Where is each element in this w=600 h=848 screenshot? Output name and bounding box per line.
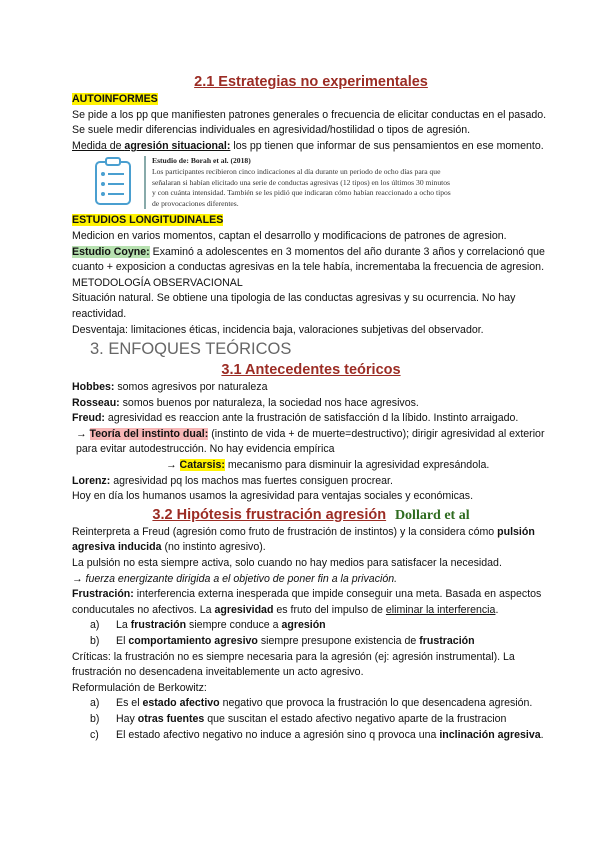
lorenz-line: Lorenz: agresividad pq los machos mas fuertes consiguen procrear. bbox=[72, 474, 393, 487]
list-item: c) El estado afectivo negativo no induce a agresión sino q provoca una inclinación agresiva. bbox=[90, 728, 544, 741]
dual-instinct-line: → Teoría del instinto dual: (instinto de vida + de muerte=destructivo); dirigir agresividad al exterior para evitar autodestrucción. No hay evidencia empírica bbox=[76, 427, 545, 456]
hobbes-line: Hobbes: somos agresivos por naturaleza bbox=[72, 381, 268, 394]
section-3-2-heading: 3.2 Hipótesis frustración agresión Dollard et al bbox=[152, 506, 470, 523]
berkowitz-list bbox=[72, 696, 550, 743]
freud-line: Freud: agresividad es reaccion ante la frustración de satisfacción d la líbido. Instinto arraigado. bbox=[72, 412, 519, 425]
section-3-heading: 3. ENFOQUES TEÓRICOS bbox=[90, 340, 292, 359]
berkowitz-line: Reformulación de Berkowitz: bbox=[72, 681, 207, 694]
study-description: Estudio de: Borah et al. (2018) Los participantes recibieron cinco indicaciones al día durante un periodo de ocho días para que señalaran si habían elicitado una serie de conductas agresivas (12 tipos) en los últimos 30 minutos y con cuánta intensidad. También se les pidió que indicaran cómo habían reaccionado a ocho tipos de provocaciones diferentes. bbox=[144, 156, 452, 209]
rosseau-line: Rosseau: somos buenos por naturaleza, la sociedad nos hace agresivos. bbox=[72, 396, 419, 409]
study-borah-figure bbox=[92, 156, 550, 209]
clipboard-checklist-icon bbox=[92, 156, 136, 208]
list-item: b) Hay otras fuentes que suscitan el estado afectivo negativo aparte de la frustracion bbox=[90, 712, 507, 725]
hoy-line: Hoy en día los humanos usamos la agresividad para ventajas sociales y económicas. bbox=[72, 490, 474, 503]
observacional-label: METODOLOGÍA OBSERVACIONAL bbox=[72, 276, 243, 289]
reinterpreta-paragraph: Reinterpreta a Freud (agresión como fruto de frustración de instintos) y la considera cómo pulsión agresiva inducida (no instinto agresivo). bbox=[72, 525, 535, 554]
fuerza-line: → fuerza energizante dirigida a el objetivo de poner fin a la privación. bbox=[72, 572, 398, 585]
medida-line: Medida de agresión situacional: los pp tienen que informar de sus pensamientos en ese momento. bbox=[72, 139, 544, 152]
section-3-1-heading: 3.1 Antecedentes teóricos bbox=[221, 362, 401, 379]
postulates-list bbox=[72, 618, 550, 649]
catarsis-line: → Catarsis: mecanismo para disminuir la agresividad expresándola. bbox=[166, 459, 490, 472]
section-2-1-heading: 2.1 Estrategias no experimentales bbox=[194, 74, 428, 90]
list-item: a) Es el estado afectivo negativo que provoca la frustración lo que desencadena agresión. bbox=[90, 697, 533, 710]
autoinformes-label: AUTOINFORMES bbox=[72, 93, 158, 105]
observacional-paragraph-2: Desventaja: limitaciones éticas, incidencia baja, valoraciones subjetivas del observador. bbox=[72, 323, 484, 336]
pulsion-line: La pulsión no esta siempre activa, solo cuando no hay medios para satisfacer la necesidad. bbox=[72, 557, 502, 570]
observacional-paragraph-1: Situación natural. Se obtiene una tipologia de las conductas agresivas y su ocurrencia. No hay reactividad. bbox=[72, 292, 516, 320]
longitudinales-paragraph: Medicion en varios momentos, captan el desarrollo y modificacions de patrones de agresion. bbox=[72, 229, 507, 242]
criticas-paragraph: Críticas: la frustración no es siempre necesaria para la agresión (ej: agresión instrumental). La frustración no desencadena inveitablemente un acto agresivo. bbox=[72, 650, 515, 679]
coyne-paragraph: Estudio Coyne: Examinó a adolescentes en 3 momentos del año durante 3 años y correlacionó que cuanto + exposicion a conductas agresivas en la tele había, incrementaba la frecuencia de agresion. bbox=[72, 245, 545, 274]
list-item: a) La frustración siempre conduce a agresión bbox=[90, 619, 326, 632]
dollard-authors: Dollard et al bbox=[394, 507, 470, 523]
list-item: b) El comportamiento agresivo siempre presupone existencia de frustración bbox=[90, 635, 475, 647]
medida-underlined: Medida de agresión situacional: bbox=[72, 139, 231, 152]
autoinformes-paragraph-2: Se suele medir diferencias individuales en agresividad/hostilidad o tipos de agresión. bbox=[72, 124, 471, 137]
document-page bbox=[72, 72, 550, 743]
autoinformes-paragraph-1: Se pide a los pp que manifiesten patrones generales o frecuencia de elicitar conductas en el pasado. bbox=[72, 108, 547, 121]
frustracion-paragraph: Frustración: interferencia externa inesperada que impide conseguir una meta. Basada en aspectos conducutales no afectivos. La agresividad es fruto del impulso de eliminar la interferencia. bbox=[72, 588, 542, 616]
longitudinales-label: ESTUDIOS LONGITUDINALES bbox=[72, 214, 224, 227]
